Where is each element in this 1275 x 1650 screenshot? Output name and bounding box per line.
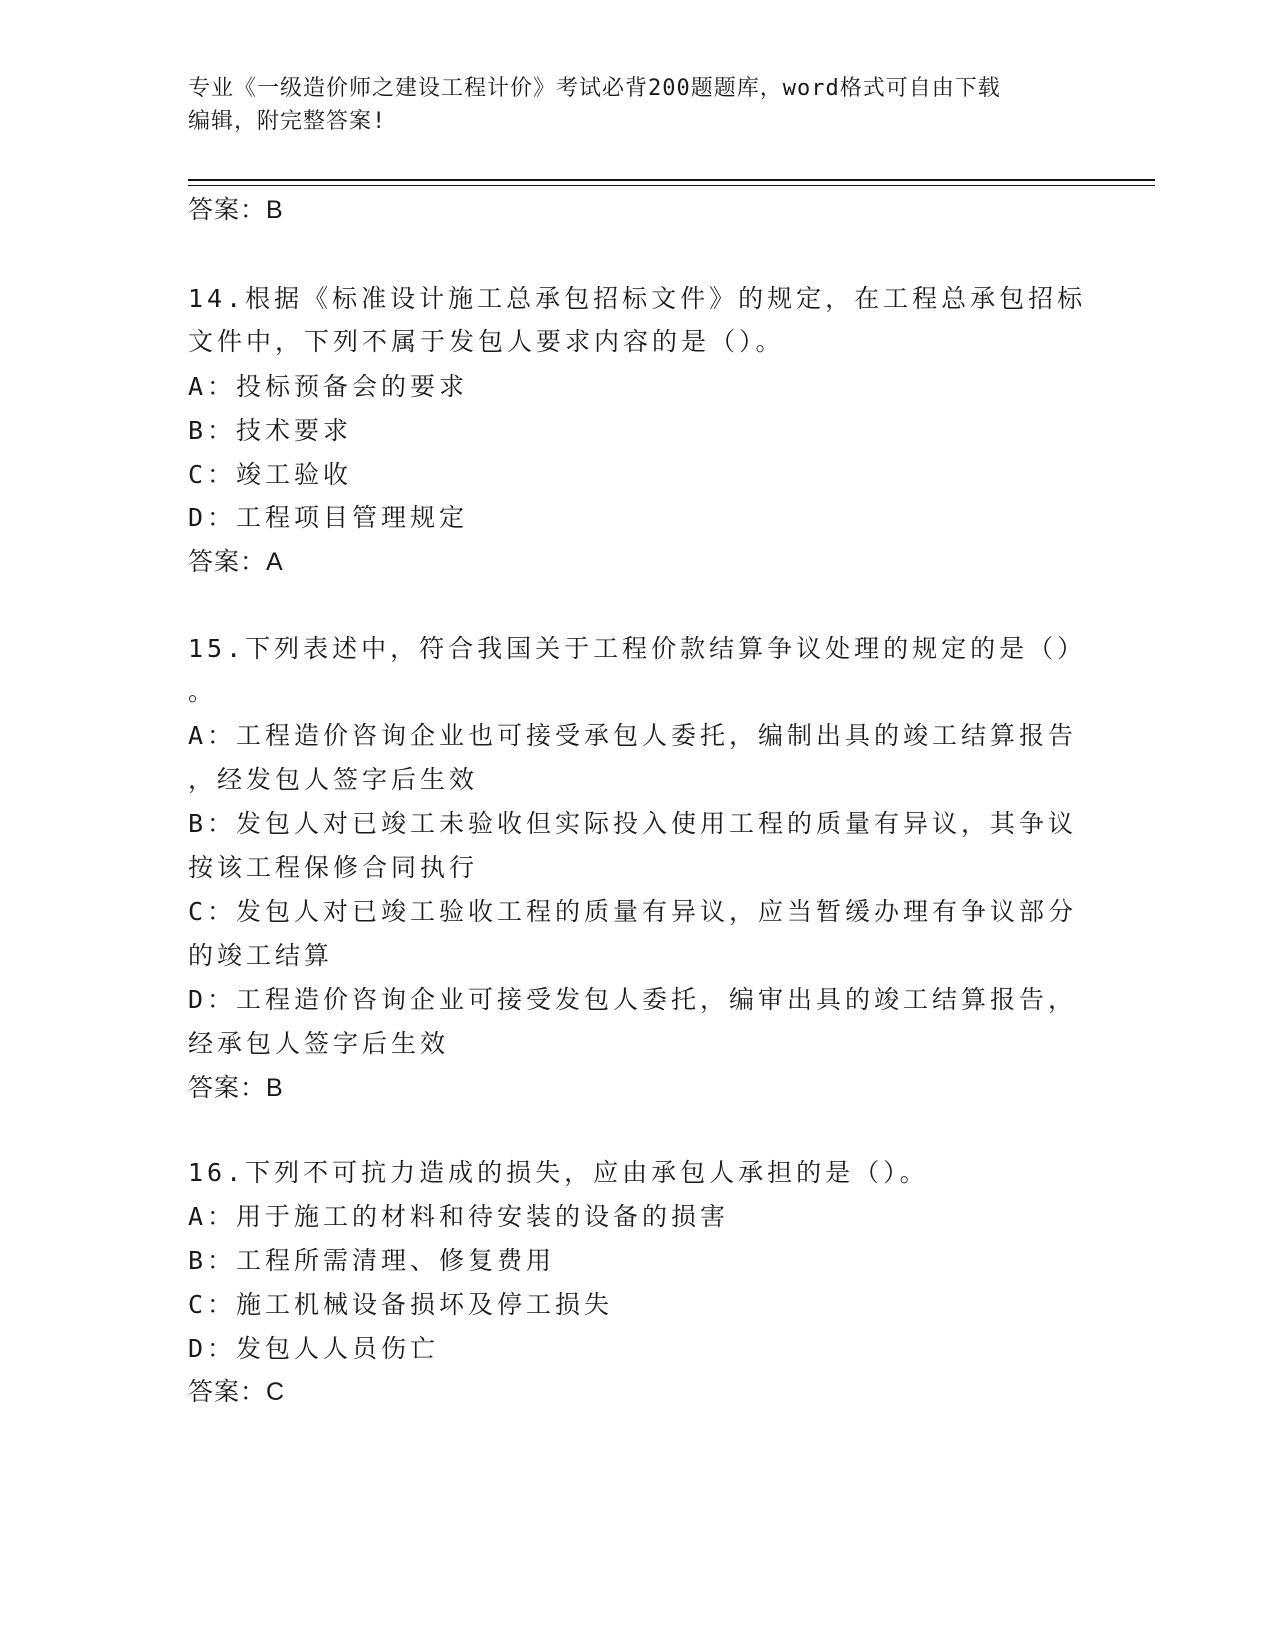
q15-option-b-line-2: 按该工程保修合同执行 — [188, 853, 479, 882]
q15-option-a-line-1: A：工程造价咨询企业也可接受承包人委托，编制出具的竣工结算报告 — [188, 721, 1078, 750]
q15-stem-line-2: 。 — [188, 677, 218, 706]
q15-option-c-line-2: 的竣工结算 — [188, 941, 334, 970]
q16-stem-line-1: 16.下列不可抗力造成的损失，应由承包人承担的是（）。 — [188, 1158, 929, 1187]
header-divider-thin — [188, 185, 1155, 186]
q14-option-b: B：技术要求 — [188, 416, 353, 445]
document-header — [188, 72, 1088, 138]
q16-option-a: A：用于施工的材料和待安装的设备的损害 — [188, 1202, 730, 1231]
q14-option-c: C：竣工验收 — [188, 460, 353, 489]
header-line-2: 编辑，附完整答案! — [188, 109, 387, 134]
header-line-1: 专业《一级造价师之建设工程计价》考试必背200题题库，word格式可自由下载 — [188, 76, 1001, 101]
q15-option-c-line-1: C：发包人对已竣工验收工程的质量有异议，应当暂缓办理有争议部分 — [188, 897, 1078, 926]
header-divider-thick — [188, 179, 1155, 181]
q16-answer: 答案：C — [188, 1378, 286, 1406]
q16-option-c: C：施工机械设备损坏及停工损失 — [188, 1290, 614, 1319]
q14-stem-line-1: 14.根据《标准设计施工总承包招标文件》的规定，在工程总承包招标 — [188, 284, 1087, 313]
previous-answer: 答案：B — [188, 196, 284, 224]
q15-answer: 答案：B — [188, 1074, 284, 1102]
q15-option-d-line-2: 经承包人签字后生效 — [188, 1029, 450, 1058]
q14-option-d: D：工程项目管理规定 — [188, 503, 469, 532]
q15-stem-line-1: 15.下列表述中，符合我国关于工程价款结算争议处理的规定的是（） — [188, 634, 1087, 663]
q14-option-a: A：投标预备会的要求 — [188, 372, 469, 401]
q14-answer: 答案：A — [188, 548, 284, 576]
q15-option-b-line-1: B：发包人对已竣工未验收但实际投入使用工程的质量有异议，其争议 — [188, 809, 1078, 838]
q16-option-d: D：发包人人员伤亡 — [188, 1334, 440, 1363]
q15-option-d-line-1: D：工程造价咨询企业可接受发包人委托，编审出具的竣工结算报告， — [188, 985, 1078, 1014]
q14-stem-line-2: 文件中，下列不属于发包人要求内容的是（）。 — [188, 327, 785, 356]
q15-option-a-line-2: ，经发包人签字后生效 — [188, 765, 479, 794]
q16-option-b: B：工程所需清理、修复费用 — [188, 1246, 556, 1275]
